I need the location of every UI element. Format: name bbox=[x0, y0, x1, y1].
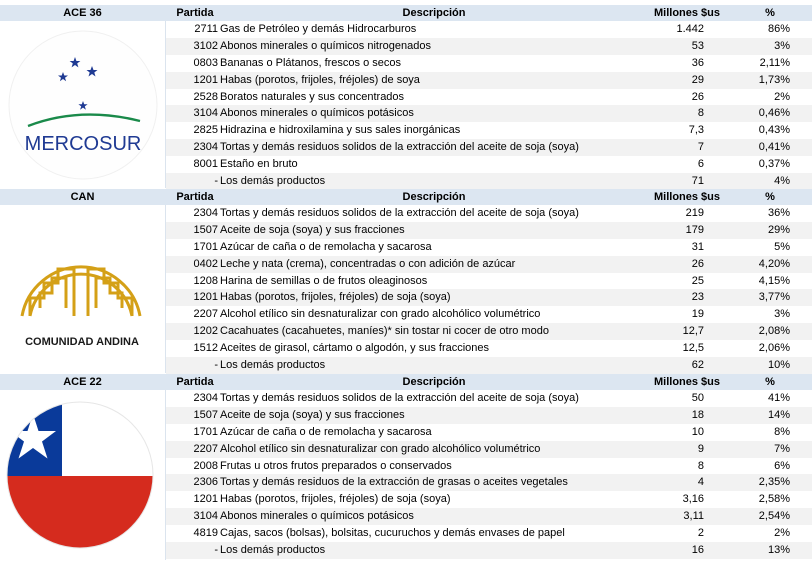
row-pct: 0,43% bbox=[758, 124, 790, 137]
row-millones: 19 bbox=[691, 308, 704, 321]
row-partida: 3102 bbox=[193, 39, 218, 52]
row-pct: 36% bbox=[767, 207, 790, 219]
row-descripcion: Aceites de girasol, cártamo o algodón, y sus fracciones bbox=[220, 342, 490, 355]
row-partida: - bbox=[214, 359, 218, 372]
row-pct: 86% bbox=[767, 23, 790, 35]
row-pct: 2,54% bbox=[758, 510, 790, 523]
table-row bbox=[166, 205, 812, 222]
row-descripcion: Azúcar de caña o de remolacha y sacarosa bbox=[220, 425, 432, 438]
row-partida: 1201 bbox=[193, 73, 218, 86]
row-partida: 1202 bbox=[193, 325, 218, 338]
row-millones: 7 bbox=[697, 141, 704, 154]
row-millones: 62 bbox=[691, 359, 704, 372]
row-descripcion: Frutas u otros frutos preparados o conservados bbox=[220, 459, 452, 472]
table-row bbox=[166, 323, 812, 340]
row-pct: 3% bbox=[774, 308, 790, 321]
row-pct: 2% bbox=[774, 90, 790, 103]
row-pct: 6% bbox=[774, 459, 790, 472]
row-millones: 50 bbox=[691, 392, 704, 404]
table-row bbox=[166, 474, 812, 491]
table-body bbox=[166, 390, 812, 560]
row-pct: 2,06% bbox=[758, 342, 790, 355]
row-millones: 6 bbox=[697, 158, 704, 171]
row-millones: 2 bbox=[697, 527, 704, 540]
table-row bbox=[166, 55, 812, 72]
col-descripcion: Descripción bbox=[402, 191, 466, 203]
row-pct: 3,77% bbox=[758, 291, 790, 304]
row-millones: 25 bbox=[691, 274, 704, 287]
mercosur-logo-text: MERCOSUR bbox=[24, 133, 142, 155]
row-partida: 2304 bbox=[193, 392, 218, 404]
row-millones: 29 bbox=[691, 73, 704, 86]
row-partida: 1701 bbox=[193, 240, 218, 253]
row-partida: 3104 bbox=[193, 510, 218, 523]
row-descripcion: Alcohol etílico sin desnaturalizar con grado alcohólico volumétrico bbox=[220, 442, 541, 455]
row-millones: 36 bbox=[691, 56, 704, 69]
col-descripcion: Descripción bbox=[402, 7, 466, 19]
table-row bbox=[166, 441, 812, 458]
row-partida: 0803 bbox=[193, 56, 218, 69]
row-descripcion: Habas (porotos, frijoles, fréjoles) de soja (soya) bbox=[220, 493, 451, 506]
row-millones: 3,16 bbox=[682, 493, 704, 506]
col-pct: % bbox=[765, 191, 775, 203]
table-row bbox=[166, 289, 812, 306]
section-ace36 bbox=[0, 5, 812, 188]
row-descripcion: Los demás productos bbox=[220, 544, 326, 557]
table-row bbox=[166, 256, 812, 273]
row-descripcion: Hidrazina e hidroxilamina y sus sales inorgánicas bbox=[220, 124, 461, 137]
row-partida: - bbox=[214, 175, 218, 188]
chile-flag-icon bbox=[0, 390, 165, 560]
row-pct: 4,15% bbox=[758, 274, 790, 287]
table-row bbox=[166, 508, 812, 525]
row-descripcion: Abonos minerales o químicos potásicos bbox=[220, 107, 414, 120]
row-pct: 0,37% bbox=[758, 158, 790, 171]
row-descripcion: Alcohol etílico sin desnaturalizar con grado alcohólico volumétrico bbox=[220, 308, 541, 321]
row-descripcion: Tortas y demás residuos de la extracción de grasas o aceites vegetales bbox=[220, 476, 568, 489]
row-millones: 7,3 bbox=[688, 124, 704, 137]
table-row bbox=[166, 525, 812, 542]
section-ace22 bbox=[0, 374, 812, 560]
row-pct: 4% bbox=[774, 175, 790, 188]
agreement-name: ACE 36 bbox=[63, 7, 102, 19]
row-partida: 1507 bbox=[193, 223, 218, 236]
table-row bbox=[166, 38, 812, 55]
row-descripcion: Aceite de soja (soya) y sus fracciones bbox=[220, 223, 405, 236]
table-row bbox=[166, 424, 812, 441]
row-millones: 16 bbox=[691, 544, 704, 557]
row-descripcion: Azúcar de caña o de remolacha y sacarosa bbox=[220, 240, 432, 253]
row-descripcion: Cacahuates (cacahuetes, maníes)* sin tostar ni cocer de otro modo bbox=[220, 325, 549, 338]
mercosur-logo bbox=[0, 21, 166, 188]
row-partida: 4819 bbox=[193, 527, 218, 540]
row-pct: 2,08% bbox=[758, 325, 790, 338]
table-row bbox=[166, 306, 812, 323]
col-pct: % bbox=[765, 7, 775, 19]
table-row bbox=[166, 390, 812, 407]
row-descripcion: Habas (porotos, frijoles, fréjoles) de soya bbox=[220, 73, 420, 86]
table-row bbox=[166, 21, 812, 38]
row-pct: 8% bbox=[774, 425, 790, 438]
row-descripcion: Boratos naturales y sus concentrados bbox=[220, 90, 405, 103]
table-row bbox=[166, 222, 812, 239]
row-pct: 13% bbox=[767, 544, 790, 557]
table-row bbox=[166, 122, 812, 139]
row-pct: 29% bbox=[767, 223, 790, 236]
row-descripcion: Bananas o Plátanos, frescos o secos bbox=[220, 56, 401, 69]
row-pct: 7% bbox=[774, 442, 790, 455]
row-millones: 4 bbox=[697, 476, 704, 489]
col-partida: Partida bbox=[176, 376, 214, 388]
row-partida: 1201 bbox=[193, 493, 218, 506]
row-pct: 2,58% bbox=[758, 493, 790, 506]
row-partida: 3104 bbox=[193, 107, 218, 120]
table-row bbox=[166, 105, 812, 122]
row-millones: 26 bbox=[691, 257, 704, 270]
row-partida: 2008 bbox=[193, 459, 218, 472]
table-row bbox=[166, 239, 812, 256]
row-descripcion: Gas de Petróleo y demás Hidrocarburos bbox=[220, 23, 417, 35]
row-partida: 1507 bbox=[193, 408, 218, 421]
table-row bbox=[166, 72, 812, 89]
table-row bbox=[166, 542, 812, 559]
row-millones: 26 bbox=[691, 90, 704, 103]
row-descripcion: Leche y nata (crema), concentradas o con adición de azúcar bbox=[220, 257, 516, 270]
row-millones: 179 bbox=[685, 223, 704, 236]
row-partida: 2207 bbox=[193, 308, 218, 321]
table-row bbox=[166, 491, 812, 508]
row-millones: 3,11 bbox=[683, 510, 704, 523]
section-header bbox=[0, 374, 812, 390]
row-millones: 12,7 bbox=[682, 325, 704, 338]
row-millones: 71 bbox=[691, 175, 704, 188]
table-row bbox=[166, 357, 812, 374]
row-pct: 0,41% bbox=[758, 141, 790, 154]
row-millones: 53 bbox=[691, 39, 704, 52]
row-pct: 10% bbox=[767, 359, 790, 372]
row-pct: 2,11% bbox=[759, 56, 790, 69]
row-partida: 1701 bbox=[193, 425, 218, 438]
row-millones: 31 bbox=[691, 240, 704, 253]
row-millones: 8 bbox=[697, 459, 704, 472]
row-descripcion: Estaño en bruto bbox=[220, 158, 298, 171]
table-row bbox=[166, 340, 812, 357]
row-pct: 41% bbox=[767, 392, 790, 404]
table-row bbox=[166, 173, 812, 190]
row-millones: 9 bbox=[697, 442, 704, 455]
row-descripcion: Abonos minerales o químicos potásicos bbox=[220, 510, 414, 523]
row-partida: 2528 bbox=[193, 90, 218, 103]
col-partida: Partida bbox=[176, 191, 214, 203]
row-partida: 1208 bbox=[193, 274, 218, 287]
row-pct: 0,46% bbox=[758, 107, 790, 120]
row-descripcion: Harina de semillas o de frutos oleaginosos bbox=[220, 274, 428, 287]
table-row bbox=[166, 273, 812, 290]
row-millones: 23 bbox=[691, 291, 704, 304]
section-header bbox=[0, 5, 812, 21]
row-descripcion: Tortas y demás residuos solidos de la extracción del aceite de soja (soya) bbox=[220, 141, 579, 154]
row-partida: 8001 bbox=[193, 158, 218, 171]
comunidad-andina-logo bbox=[0, 205, 166, 373]
row-millones: 12,5 bbox=[682, 342, 704, 355]
col-partida: Partida bbox=[176, 7, 214, 19]
row-millones: 1.442 bbox=[676, 23, 704, 35]
agreement-name: CAN bbox=[70, 191, 95, 203]
row-descripcion: Habas (porotos, frijoles, fréjoles) de soja (soya) bbox=[220, 291, 451, 304]
row-partida: 2304 bbox=[193, 207, 218, 219]
row-millones: 18 bbox=[691, 408, 704, 421]
col-millones: Millones $us bbox=[653, 7, 721, 19]
table-body bbox=[166, 205, 812, 373]
row-descripcion: Abonos minerales o químicos nitrogenados bbox=[220, 39, 431, 52]
row-partida: 2304 bbox=[193, 141, 218, 154]
row-descripcion: Cajas, sacos (bolsas), bolsitas, cucuruchos y demás envases de papel bbox=[220, 527, 565, 540]
row-pct: 4,20% bbox=[758, 257, 790, 270]
row-pct: 2,35% bbox=[758, 476, 790, 489]
row-partida: 2306 bbox=[193, 476, 218, 489]
table-row bbox=[166, 89, 812, 106]
section-can bbox=[0, 189, 812, 373]
row-millones: 8 bbox=[697, 107, 704, 120]
row-descripcion: Tortas y demás residuos solidos de la extracción del aceite de soja (soya) bbox=[220, 392, 579, 404]
agreement-name: ACE 22 bbox=[63, 376, 102, 388]
col-millones: Millones $us bbox=[653, 376, 721, 388]
row-pct: 14% bbox=[767, 408, 790, 421]
row-partida: 2207 bbox=[193, 442, 218, 455]
row-partida: 2711 bbox=[194, 23, 218, 35]
row-partida: 1512 bbox=[193, 342, 218, 355]
table-row bbox=[166, 407, 812, 424]
section-header bbox=[0, 189, 812, 205]
row-descripcion: Tortas y demás residuos solidos de la extracción del aceite de soja (soya) bbox=[220, 207, 579, 219]
row-partida: 2825 bbox=[193, 124, 218, 137]
table-row bbox=[166, 458, 812, 475]
col-pct: % bbox=[765, 376, 775, 388]
row-descripcion: Los demás productos bbox=[220, 359, 326, 372]
row-partida: 1201 bbox=[193, 291, 218, 304]
col-descripcion: Descripción bbox=[402, 376, 466, 388]
row-pct: 1,73% bbox=[758, 73, 790, 86]
table-row bbox=[166, 139, 812, 156]
row-pct: 2% bbox=[774, 527, 790, 540]
table-body bbox=[166, 21, 812, 188]
table-row bbox=[166, 156, 812, 173]
row-partida: - bbox=[214, 544, 218, 557]
row-pct: 3% bbox=[774, 39, 790, 52]
row-pct: 5% bbox=[774, 240, 790, 253]
row-descripcion: Los demás productos bbox=[220, 175, 326, 188]
comunidad-andina-logo-text: COMUNIDAD ANDINA bbox=[25, 336, 139, 348]
chile-flag-logo bbox=[0, 390, 166, 560]
row-millones: 219 bbox=[685, 207, 704, 219]
row-millones: 10 bbox=[691, 425, 704, 438]
row-partida: 0402 bbox=[193, 257, 218, 270]
row-descripcion: Aceite de soja (soya) y sus fracciones bbox=[220, 408, 405, 421]
col-millones: Millones $us bbox=[653, 191, 721, 203]
